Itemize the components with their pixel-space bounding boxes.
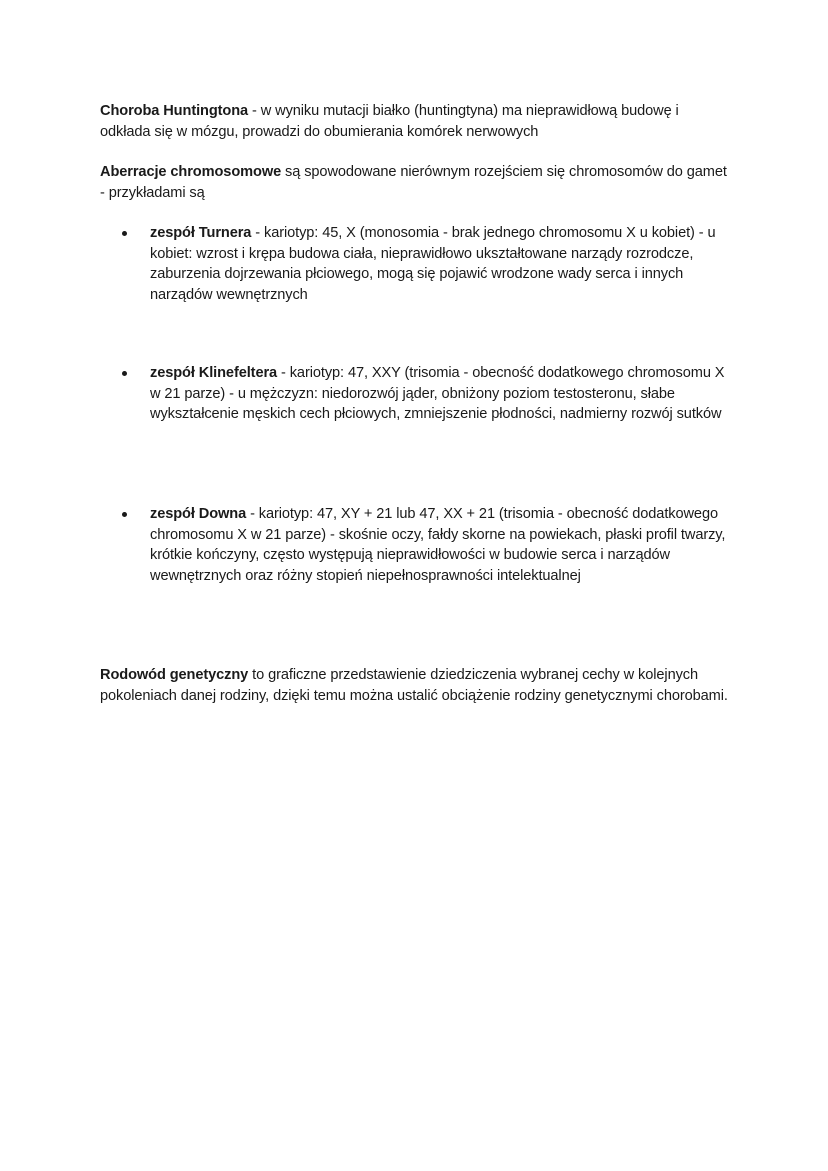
list-item-turner [122, 223, 732, 305]
bullet-icon [122, 371, 127, 376]
list-item-down [122, 504, 732, 586]
text-huntington: - w wyniku mutacji białko (huntingtyna) ma nieprawidłową budowę i odkłada się w mózgu, prowadzi do obumierania komórek nerwowych [100, 103, 679, 140]
text-klinefelter: - kariotyp: 47, XXY (trisomia - obecność dodatkowego chromosomu X w 21 parze) - u mężczyzn: niedorozwój jąder, obniżony poziom testosteronu, słabe wykształcenie męskich cech płciowych, zmniejszenie płodności, nadmierny rozwój sutków [150, 365, 725, 422]
text-down: - kariotyp: 47, XY + 21 lub 47, XX + 21 (trisomia - obecność dodatkowego chromosomu X w 21 parze) - skośnie oczy, fałdy skorne na powiekach, płaski profil twarzy, krótkie kończyny, często występują nieprawidłowości w budowie serca i narządów wewnętrznych oraz różny stopień niepełnosprawności intelektualnej [150, 506, 726, 584]
paragraph-huntington [100, 101, 732, 142]
list-item-text [150, 504, 732, 586]
term-down: zespół Downa [150, 506, 247, 522]
list-item-text [150, 363, 732, 425]
term-rodowod: Rodowód genetyczny [100, 667, 249, 683]
text-turner: - kariotyp: 45, X (monosomia - brak jednego chromosomu X u kobiet) - u kobiet: wzrost i krępa budowa ciała, nieprawidłowo ukształtowane narządy rozrodcze, zaburzenia dojrzewania płciowego, mogą się pojawić wrodzone wady serca i innych narządów wewnętrznych [150, 225, 716, 303]
text-aberracje: są spowodowane nierównym rozejściem się chromosomów do gamet - przykładami są [100, 164, 727, 201]
term-turner: zespół Turnera [150, 225, 252, 241]
bullet-icon [122, 231, 127, 236]
term-aberracje: Aberracje chromosomowe [100, 164, 282, 180]
paragraph-rodowod [100, 665, 732, 706]
paragraph-aberracje [100, 162, 732, 203]
term-klinefelter: zespół Klinefeltera [150, 365, 278, 381]
text-rodowod: to graficzne przedstawienie dziedziczenia wybranej cechy w kolejnych pokoleniach danej rodziny, dzięki temu można ustalić obciążenie rodziny genetycznymi chorobami. [100, 667, 728, 704]
term-huntington: Choroba Huntingtona [100, 103, 249, 119]
list-item-text [150, 223, 732, 305]
bullet-icon [122, 512, 127, 517]
list-item-klinefelter [122, 363, 732, 425]
